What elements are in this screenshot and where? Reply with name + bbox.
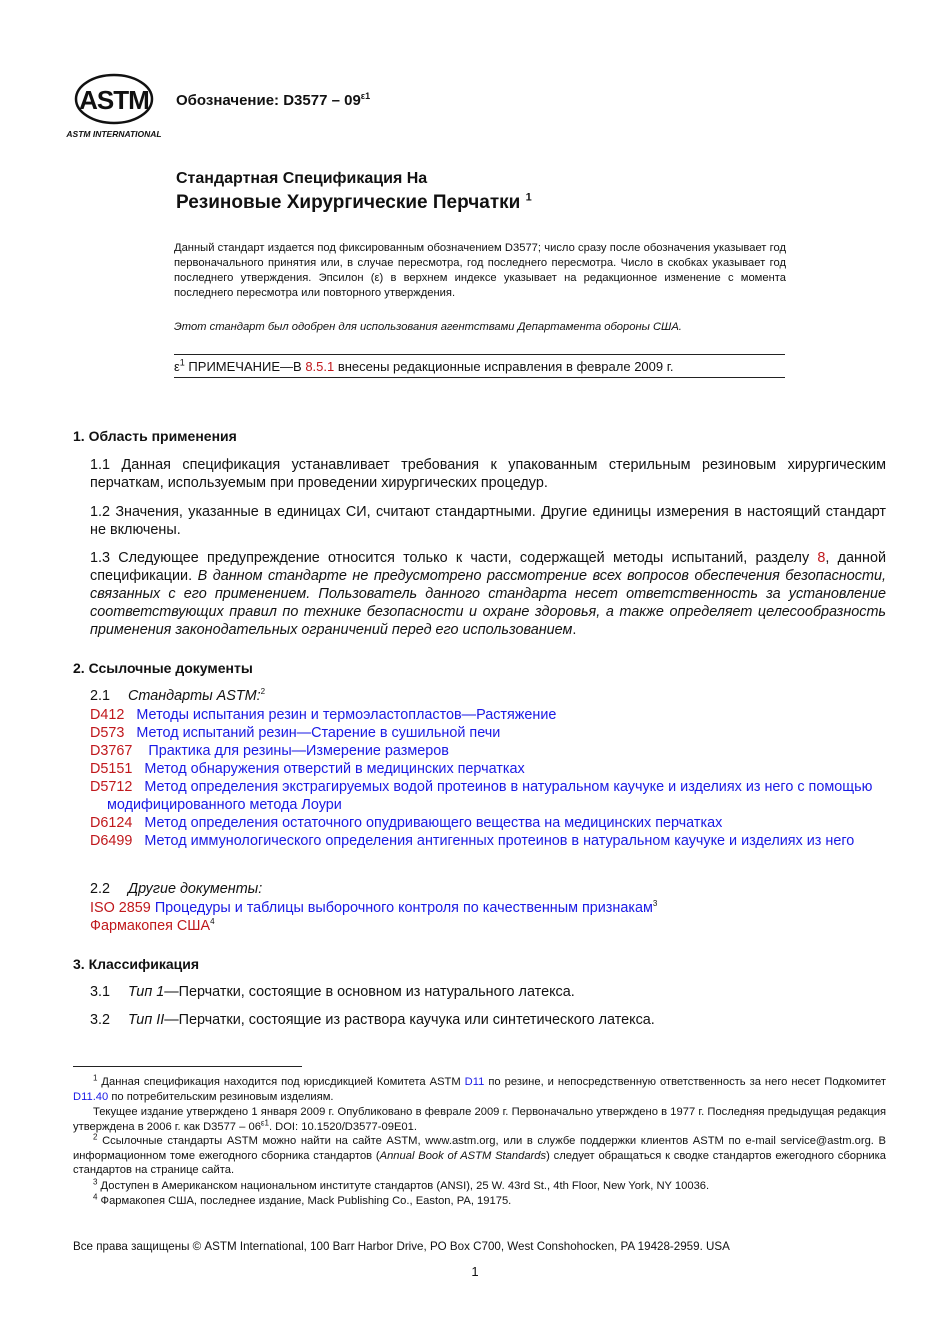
paragraph-1-3: 1.3 Следующее предупреждение относится только к части, содержащей методы испытаний, разделу 8, данной спецификации. В данном стандарте не предусмотрено рассмотрение всех вопросов обеспечения безопасности, связанных с его применением. Пользователь данного стандарта несет ответственность за установление соответствующих правил по технике безопасности и охране здоровья, а также определяет целесообразность применения законодательных ограничений перед его использованием. (90, 550, 886, 638)
classification-3-2: 3.2 Тип II—Перчатки, состоящие из раствора каучука или синтетического латекса. (90, 1012, 655, 1028)
reference-item (90, 814, 890, 832)
approval-note: Этот стандарт был одобрен для использования агентствами Департамента обороны США. (174, 321, 682, 333)
reference-title[interactable]: Процедуры и таблицы выборочного контроля по качественным признакам (154, 900, 653, 916)
divider (174, 354, 785, 355)
reference-code[interactable]: D6124 (90, 815, 133, 831)
reference-item (90, 778, 890, 814)
title-line-2: Резиновые Хирургические Перчатки $^1$ (176, 191, 532, 213)
section-link-8[interactable]: 8 (817, 550, 826, 566)
divider (174, 377, 785, 378)
reference-code[interactable]: D5151 (90, 761, 133, 777)
footnote-2: $^2$ Ссылочные стандарты ASTM можно найти на сайте ASTM, www.astm.org, или в службе поддержки клиентов ASTM по e-mail service@astm.org. В информационном томе ежегодного сборника стандартов (Annual Book of ASTM Standards) следует обращаться к сводке стандартов ежегодного сборника стандартов на странице сайта. (73, 1132, 886, 1176)
reference-item (90, 706, 890, 724)
designation: Обозначение: $D3577 - 09^{\varepsilon 1}$ (176, 91, 371, 109)
reference-title[interactable]: Метод иммунологического определения антигенных протеинов в натуральном каучуке и изделиях из него (144, 833, 855, 849)
reference-code[interactable]: D6499 (90, 833, 133, 849)
copyright-line: Все права защищены © ASTM International, 100 Barr Harbor Drive, PO Box C700, West Conshohocken, PA 19428-2959. USA (73, 1240, 730, 1253)
designation-notice: Данный стандарт издается под фиксированным обозначением D3577; число сразу после обозначения указывает год первоначального принятия или, в случае пересмотра, год последнего пересмотра. Число в скобках указывает год последнего утверждения. Эпсилон (ε) в верхнем индексе указывает на редакционное изменение с момента последнего пересмотра или повторного утверждения. (174, 242, 786, 299)
footnote-4: $^4$ Фармакопея США, последнее издание, Mack Publishing Co., Easton, PA, 19175. (93, 1192, 512, 1207)
reference-title[interactable]: Метод определения экстрагируемых водой протеинов в натуральном каучуке и изделиях из него с помощью модифицированного метода Лоури (107, 779, 873, 813)
committee-link-d11[interactable]: D11 (464, 1076, 485, 1088)
reference-title[interactable]: Метод определения остаточного опудривающего вещества на медицинских перчатках (144, 815, 723, 831)
astm-logo (66, 73, 162, 141)
reference-item (90, 742, 890, 760)
reference-item-usp: Фармакопея США$^4$ (90, 917, 215, 934)
reference-item (90, 760, 890, 778)
reference-code[interactable]: Фармакопея США (90, 918, 211, 934)
logo-text: ASTM INTERNATIONAL (66, 129, 162, 139)
section-2-heading: 2. Ссылочные документы (73, 660, 253, 676)
svg-text:ASTM: ASTM (79, 85, 149, 115)
reference-code[interactable]: D412 (90, 707, 125, 723)
subsection-2-1: 2.1 Стандарты ASTM:$^2$ (90, 687, 266, 704)
paragraph-1-2: 1.2 Значения, указанные в единицах СИ, считают стандартными. Другие единицы измерения в настоящий стандарт не включены. (90, 504, 886, 538)
reference-title[interactable]: Методы испытания резин и термоэластопластов—Растяжение (136, 707, 557, 723)
footnote-1-edition: Текущее издание утверждено 1 января 2009 г. Опубликовано в феврале 2009 г. Первоначально утверждено в 1977 г. Последняя предыдущая редакция утверждена в 2006 г. как $D3577 - 06^{\varepsilon 1}$. DOI: 10.1520/D3577-09E01. (73, 1106, 886, 1133)
subsection-2-2: 2.2 Другие документы: (90, 881, 263, 897)
reference-code[interactable]: D3767 (90, 743, 133, 759)
section-1-heading: 1. Область применения (73, 428, 237, 444)
reference-title[interactable]: Практика для резины—Измерение размеров (144, 743, 449, 759)
reference-title[interactable]: Метод обнаружения отверстий в медицинских перчатках (144, 761, 525, 777)
footnote-3: $^3$ Доступен в Американском национальном институте стандартов (ANSI), 25 W. 43rd St., 4th Floor, New York, NY 10036. (93, 1177, 710, 1192)
reference-title[interactable]: Метод испытаний резин—Старение в сушильной печи (136, 725, 501, 741)
title-line-1: Стандартная Спецификация На (176, 170, 428, 187)
section-link-8-5-1[interactable]: 8.5.1 (305, 359, 335, 374)
classification-3-1: 3.1 Тип 1—Перчатки, состоящие в основном из натурального латекса. (90, 984, 575, 1000)
reference-code[interactable]: ISO 2859 (90, 900, 151, 916)
reference-code[interactable]: D573 (90, 725, 125, 741)
footnote-1: $^1$ Данная спецификация находится под юрисдикцией Комитета ASTM D11 по резине, и непосредственную ответственность за него несет Подкомитет D11.40 по потребительским резиновым изделиям. (73, 1073, 886, 1103)
page-number: 1 (471, 1264, 479, 1279)
reference-item (90, 832, 890, 850)
subcommittee-link-d11-40[interactable]: D11.40 (73, 1090, 109, 1103)
editorial-note: $\varepsilon^1$ ПРИМЕЧАНИЕ—В 8.5.1 внесены редакционные исправления в феврале 2009 г. (174, 357, 674, 374)
section-3-heading: 3. Классификация (73, 956, 199, 972)
reference-list (90, 706, 890, 850)
reference-item-iso: ISO 2859 Процедуры и таблицы выборочного контроля по качественным признакам$^3$ (90, 899, 658, 916)
paragraph-1-1: 1.1 Данная спецификация устанавливает требования к упакованным стерильным резиновым хирургическим перчаткам, используемым при проведении хирургических процедур. (90, 457, 886, 491)
reference-item (90, 724, 890, 742)
reference-code[interactable]: D5712 (90, 779, 133, 795)
footnote-divider (73, 1066, 302, 1067)
